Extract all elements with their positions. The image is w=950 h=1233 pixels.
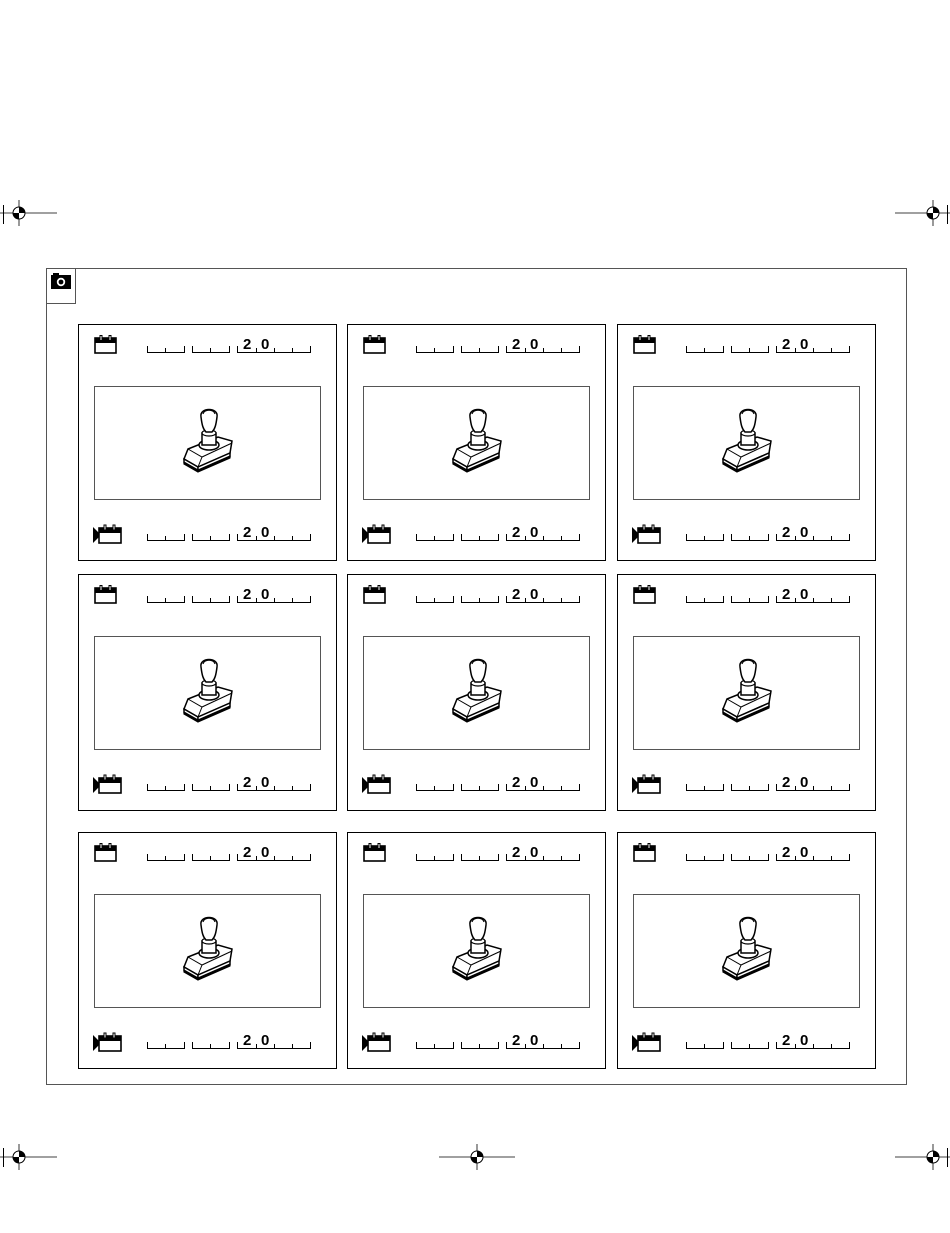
year-digit: 0	[530, 586, 539, 603]
section-tab	[46, 268, 76, 304]
year-digit: 0	[530, 524, 539, 541]
stamp-icon	[182, 655, 236, 729]
year-digit: 2	[243, 336, 252, 353]
calendar-icon	[363, 843, 387, 863]
record-calendar-icon	[362, 774, 392, 796]
start-date-field[interactable]	[147, 587, 313, 607]
end-date-field[interactable]	[147, 525, 313, 545]
end-date-field[interactable]	[416, 1033, 582, 1053]
end-date-field[interactable]	[686, 525, 852, 545]
stamp-area[interactable]	[94, 894, 321, 1008]
year-digit: 0	[261, 586, 270, 603]
record-calendar-icon	[362, 1032, 392, 1054]
year-digit: 2	[512, 844, 521, 861]
crop-tick	[947, 205, 948, 224]
registration-mark-icon	[870, 198, 950, 228]
stamp-card	[347, 574, 606, 811]
record-calendar-icon	[632, 1032, 662, 1054]
stamp-icon	[451, 405, 505, 479]
camera-icon	[50, 272, 72, 290]
calendar-icon	[633, 335, 657, 355]
end-date-field[interactable]	[147, 1033, 313, 1053]
year-digit: 2	[243, 844, 252, 861]
stamp-icon	[721, 655, 775, 729]
end-date-field[interactable]	[686, 775, 852, 795]
calendar-icon	[363, 585, 387, 605]
year-digit: 0	[261, 844, 270, 861]
year-digit: 0	[261, 524, 270, 541]
year-digit: 0	[530, 844, 539, 861]
year-digit: 0	[800, 1032, 809, 1049]
registration-mark-icon	[0, 198, 80, 228]
end-date-field[interactable]	[686, 1033, 852, 1053]
stamp-icon	[721, 405, 775, 479]
stamp-icon	[451, 913, 505, 987]
year-digit: 0	[261, 1032, 270, 1049]
stamp-area[interactable]	[633, 636, 860, 750]
record-calendar-icon	[362, 524, 392, 546]
year-digit: 2	[782, 336, 791, 353]
year-digit: 0	[530, 774, 539, 791]
year-digit: 2	[243, 586, 252, 603]
registration-mark-icon	[0, 1142, 80, 1172]
crop-tick	[947, 1148, 948, 1167]
calendar-icon	[94, 335, 118, 355]
start-date-field[interactable]	[416, 845, 582, 865]
crop-tick	[3, 1148, 4, 1167]
year-digit: 2	[512, 774, 521, 791]
calendar-icon	[633, 843, 657, 863]
stamp-area[interactable]	[363, 636, 590, 750]
year-digit: 2	[243, 1032, 252, 1049]
year-digit: 2	[782, 844, 791, 861]
year-digit: 2	[782, 1032, 791, 1049]
year-digit: 2	[512, 586, 521, 603]
start-date-field[interactable]	[686, 337, 852, 357]
registration-mark-icon	[870, 1142, 950, 1172]
stamp-area[interactable]	[633, 894, 860, 1008]
stamp-card	[78, 832, 337, 1069]
stamp-icon	[721, 913, 775, 987]
end-date-field[interactable]	[416, 775, 582, 795]
year-digit: 2	[243, 774, 252, 791]
stamp-area[interactable]	[363, 894, 590, 1008]
year-digit: 2	[782, 586, 791, 603]
stamp-card	[347, 832, 606, 1069]
year-digit: 2	[512, 524, 521, 541]
stamp-card	[347, 324, 606, 561]
year-digit: 0	[800, 774, 809, 791]
start-date-field[interactable]	[147, 337, 313, 357]
stamp-area[interactable]	[633, 386, 860, 500]
calendar-icon	[363, 335, 387, 355]
year-digit: 0	[800, 586, 809, 603]
start-date-field[interactable]	[686, 845, 852, 865]
year-digit: 2	[243, 524, 252, 541]
stamp-card	[617, 832, 876, 1069]
stamp-icon	[182, 405, 236, 479]
record-calendar-icon	[93, 524, 123, 546]
stamp-card	[617, 324, 876, 561]
calendar-icon	[94, 585, 118, 605]
stamp-card	[617, 574, 876, 811]
year-digit: 0	[261, 336, 270, 353]
end-date-field[interactable]	[147, 775, 313, 795]
year-digit: 2	[512, 1032, 521, 1049]
stamp-area[interactable]	[94, 386, 321, 500]
year-digit: 0	[530, 1032, 539, 1049]
record-calendar-icon	[93, 774, 123, 796]
start-date-field[interactable]	[686, 587, 852, 607]
record-calendar-icon	[93, 1032, 123, 1054]
year-digit: 2	[782, 524, 791, 541]
start-date-field[interactable]	[416, 587, 582, 607]
year-digit: 0	[800, 524, 809, 541]
stamp-card	[78, 574, 337, 811]
calendar-icon	[633, 585, 657, 605]
year-digit: 2	[512, 336, 521, 353]
registration-mark-icon	[437, 1142, 517, 1172]
year-digit: 0	[530, 336, 539, 353]
crop-tick	[3, 205, 4, 224]
record-calendar-icon	[632, 774, 662, 796]
year-digit: 0	[800, 844, 809, 861]
stamp-area[interactable]	[94, 636, 321, 750]
start-date-field[interactable]	[147, 845, 313, 865]
stamp-icon	[182, 913, 236, 987]
calendar-icon	[94, 843, 118, 863]
end-date-field[interactable]	[416, 525, 582, 545]
year-digit: 0	[261, 774, 270, 791]
year-digit: 0	[800, 336, 809, 353]
year-digit: 2	[782, 774, 791, 791]
record-calendar-icon	[632, 524, 662, 546]
stamp-icon	[451, 655, 505, 729]
stamp-area[interactable]	[363, 386, 590, 500]
stamp-card	[78, 324, 337, 561]
start-date-field[interactable]	[416, 337, 582, 357]
